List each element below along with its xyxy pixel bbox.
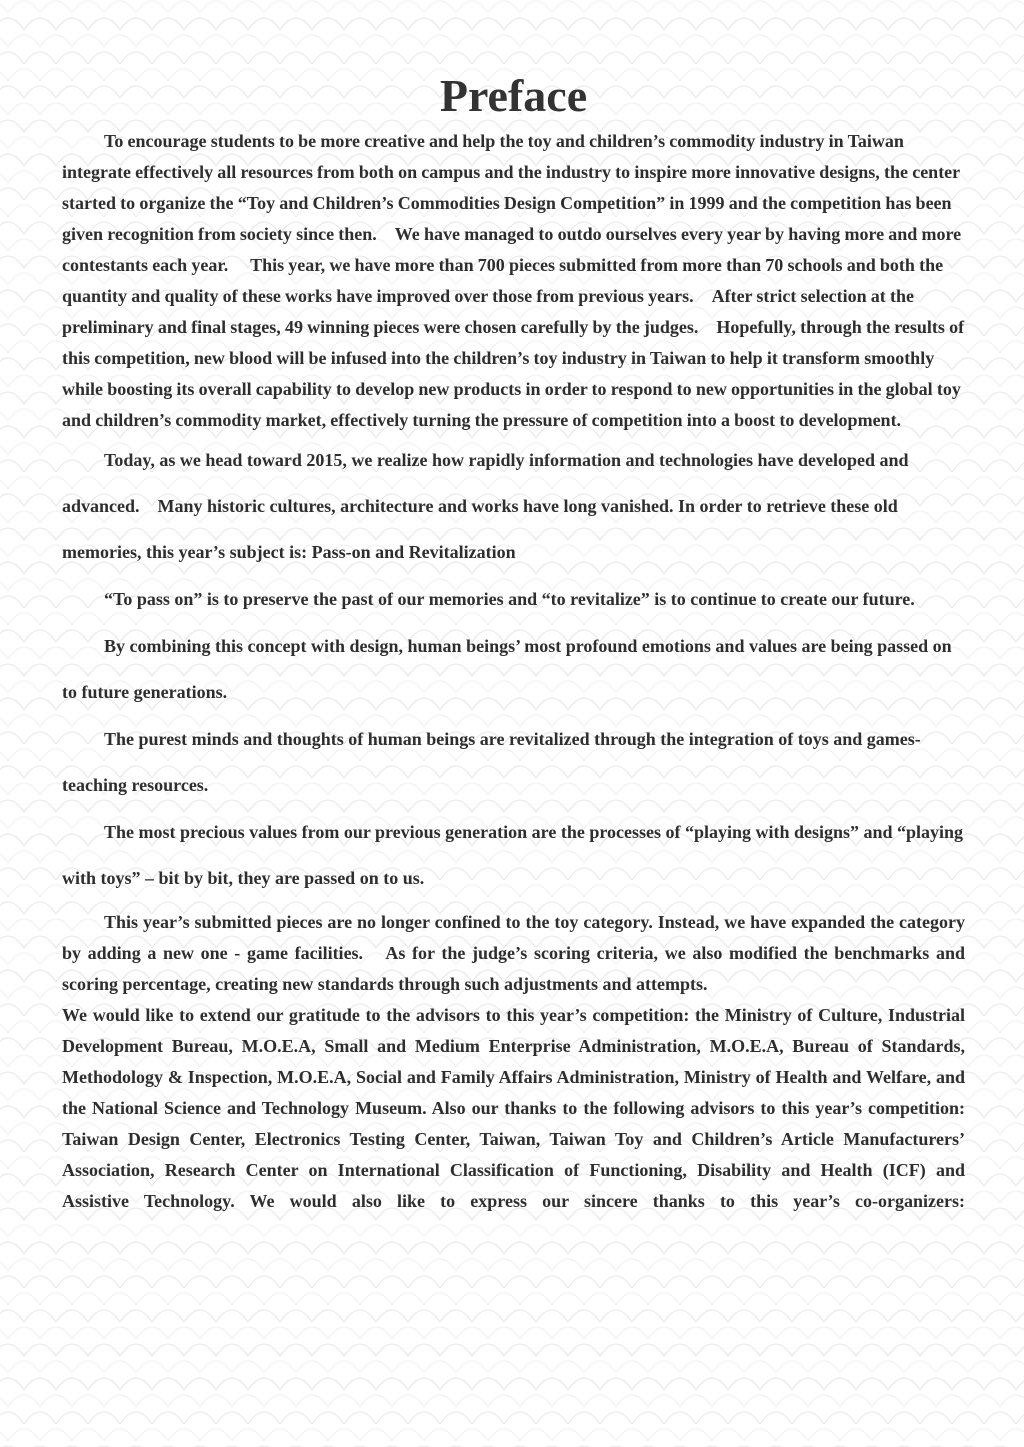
paragraph-intro: To encourage students to be more creative and help the toy and children’s commodity industry in Taiwan integrate effectively all resources from both on campus and the industry to inspire more innovative designs, the center started to organize the “Toy and Children’s Commodities Design Competition” in 1999 and the competition has been given recognition from society since then. We have managed to outdo ourselves every year by having more and more contestants each year. This year, we have more than 700 pieces submitted from more than 70 schools and both the quantity and quality of these works have improved over those from previous years. After strict selection at the preliminary and final stages, 49 winning pieces were chosen carefully by the judges. Hopefully, through the results of this competition, new blood will be infused into the children’s toy industry in Taiwan to help it transform smoothly while boosting its overall capability to develop new products in order to respond to new opportunities in the global toy and children’s commodity market, effectively turning the pressure of competition into a boost to development. — [62, 131, 965, 430]
paragraph-purest-minds: The purest minds and thoughts of human beings are revitalized through the integration of toys and games-teaching resources. — [62, 729, 921, 795]
paragraph-gratitude: We would like to extend our gratitude to the advisors to this year’s competition: the Ministry of Culture, Industrial Development Bureau, M.O.E.A, Small and Medium Enterprise Administration, M.O.E.A, Bureau of Standards, Methodology & Inspection, M.O.E.A, Social and Family Affairs Administration, Ministry of Health and Welfare, and the National Science and Technology Museum. Also our thanks to the following advisors to this year’s competition: Taiwan Design Center, Electronics Testing Center, Taiwan, Taiwan Toy and Children’s Article Manufacturers’ Association, Research Center on International Classification of Functioning, Disability and Health (ICF) and Assistive Technology. We would also like to express our sincere thanks to this year’s co-organizers: — [62, 1005, 965, 1211]
preface-page — [62, 68, 965, 1217]
paragraph-submitted-pieces: This year’s submitted pieces are no longer confined to the toy category. Instead, we have expanded the category by adding a new one - game facilities. As for the judge’s scoring criteria, we also modified the benchmarks and scoring percentage, creating new standards through such adjustments and attempts. — [62, 912, 965, 994]
paragraph-combining-concept: By combining this concept with design, human beings’ most profound emotions and values are being passed on to future generations. — [62, 636, 952, 702]
paragraph-precious-values: The most precious values from our previous generation are the processes of “playing with designs” and “playing with toys” – bit by bit, they are passed on to us. — [62, 822, 964, 888]
paragraph-to-pass-on: “To pass on” is to preserve the past of our memories and “to revitalize” is to continue to create our future. — [104, 589, 915, 609]
page-title: Preface — [439, 70, 588, 121]
paragraph-2015-subject: Today, as we head toward 2015, we realize how rapidly information and technologies have developed and advanced. Many historic cultures, architecture and works have long vanished. In order to retrieve these old memories, this year’s subject is: Pass-on and Revitalization — [62, 450, 909, 562]
